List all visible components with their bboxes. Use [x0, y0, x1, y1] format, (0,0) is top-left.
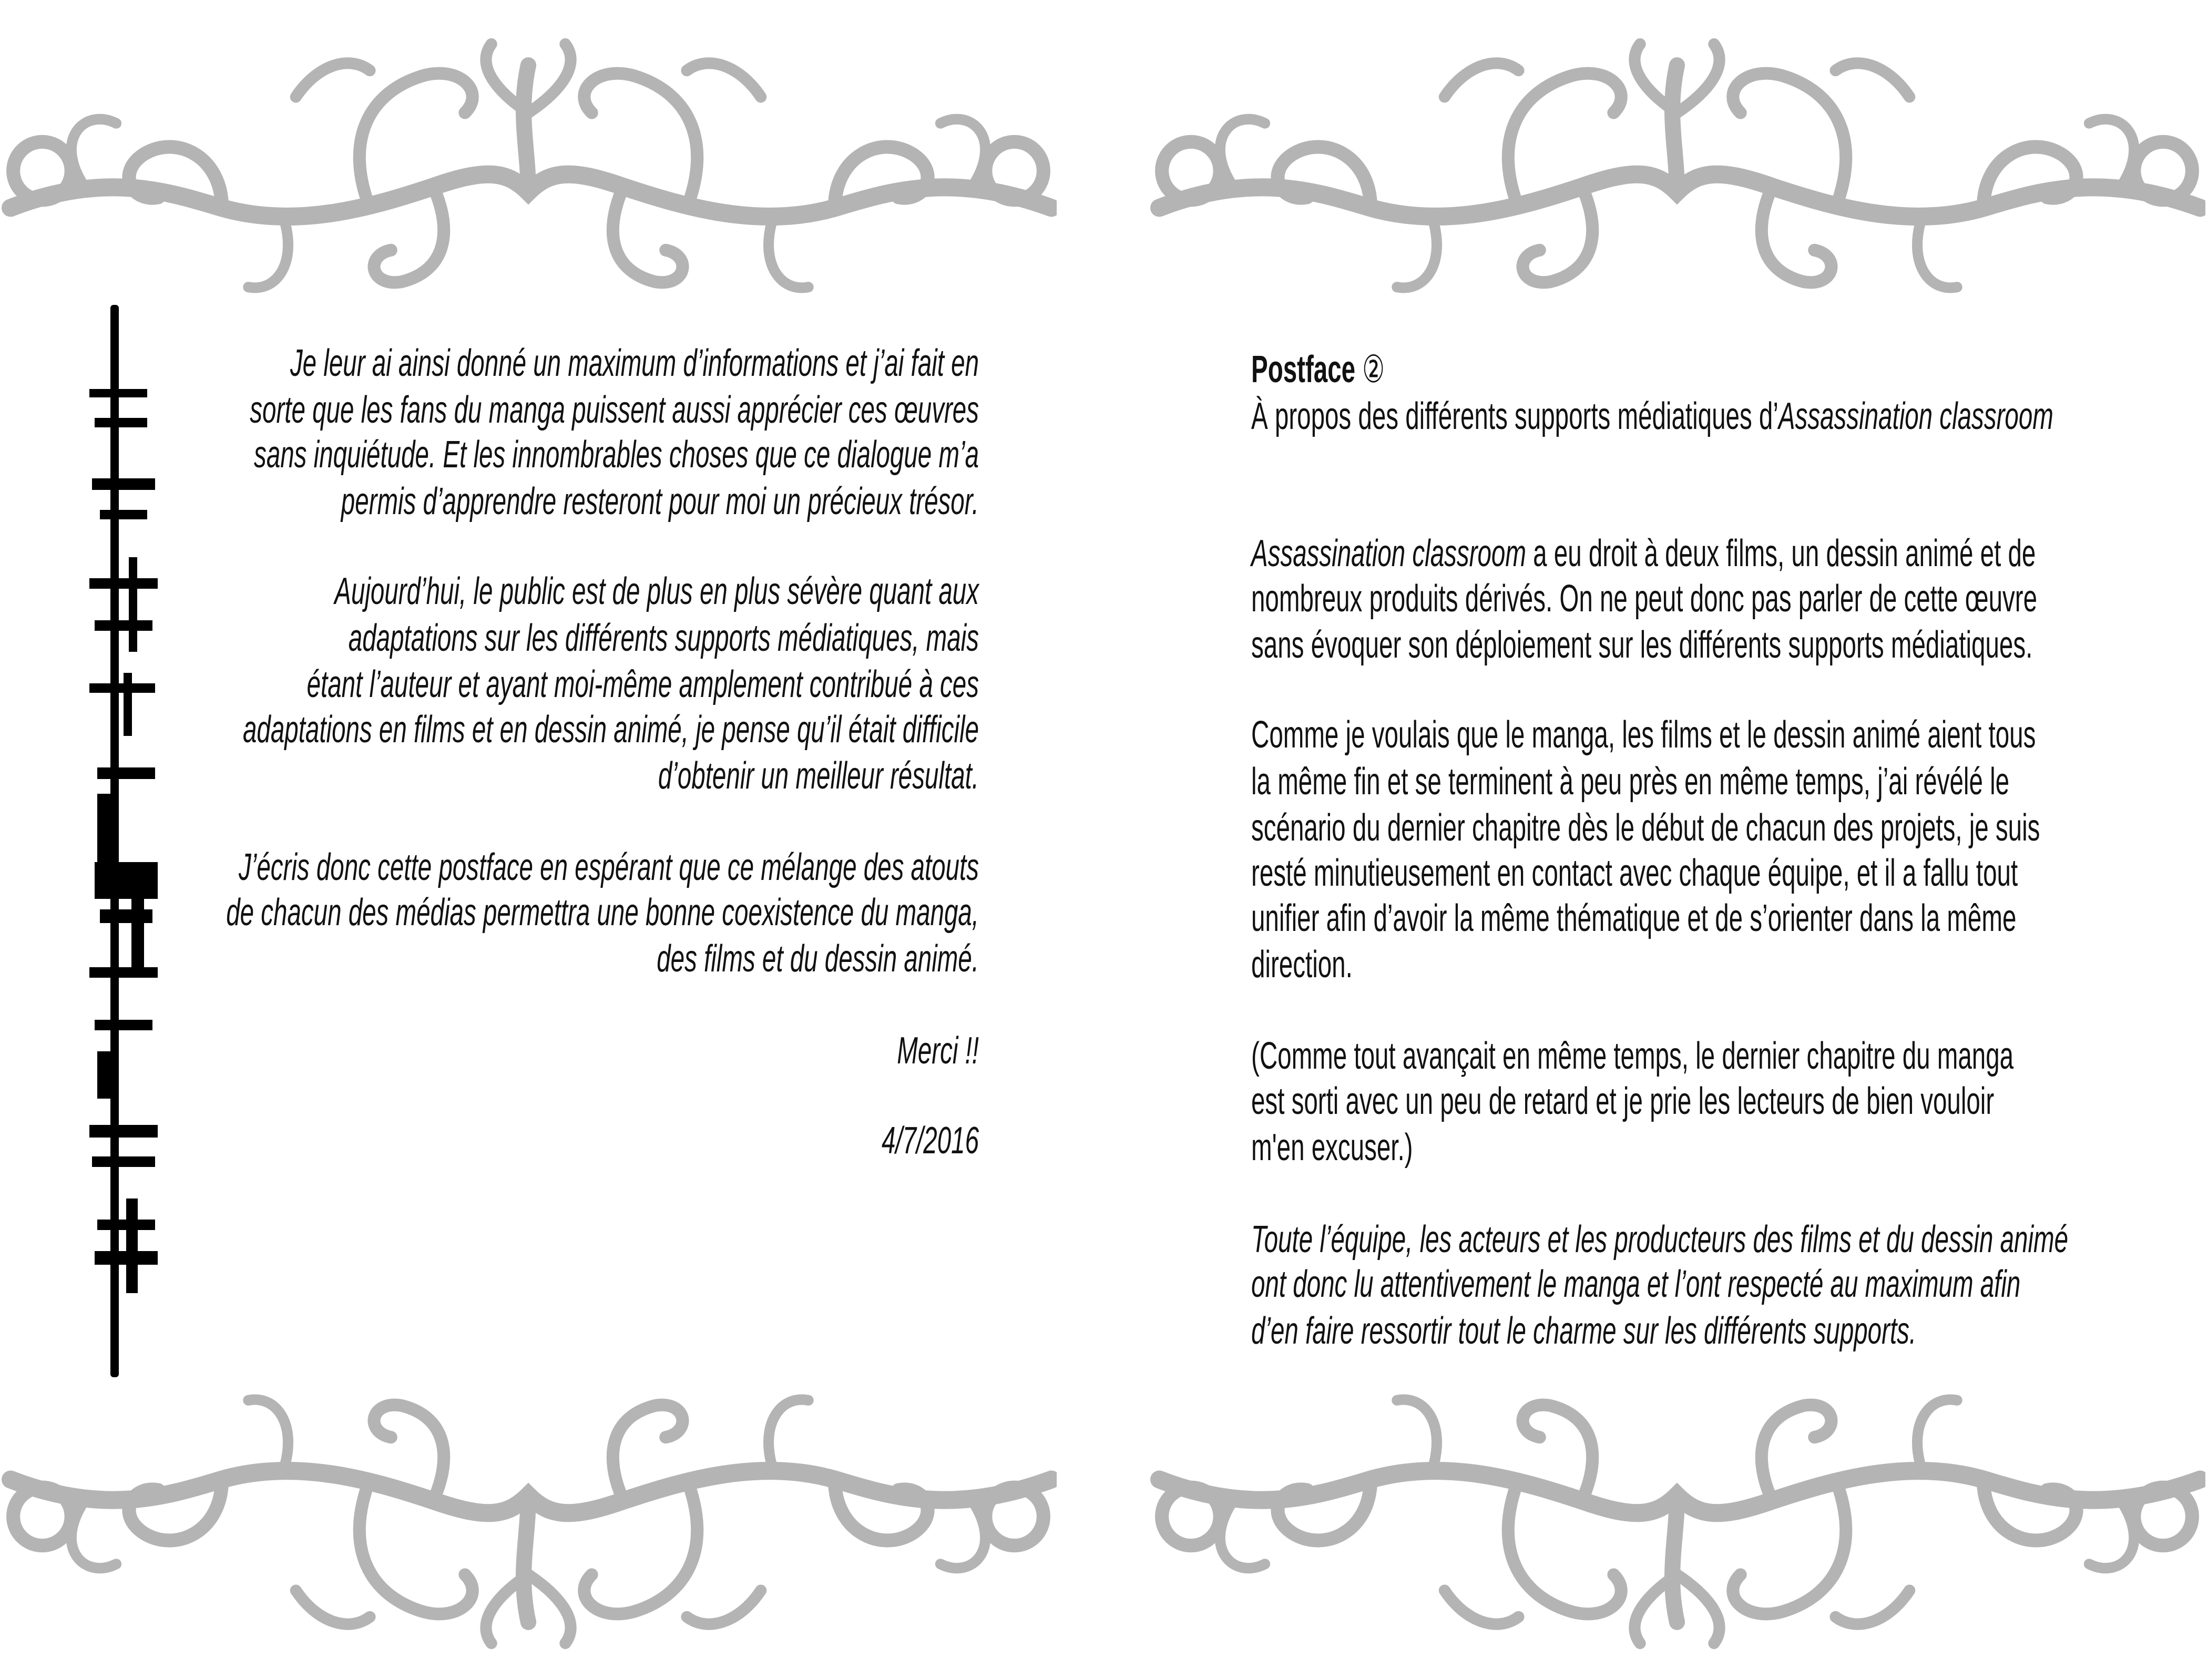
- text-segment: la même fin et se terminent à peu près en même temps, j’ai révélé le: [1251, 760, 2010, 803]
- text-line: [1251, 851, 2119, 896]
- text-line: 4/7/2016: [882, 1119, 979, 1162]
- text-line: de chacun des médias permettra une bonne coexistence du manga,: [226, 891, 979, 934]
- text-line: [1251, 576, 2119, 622]
- text-segment: unifier afin d’avoir la même thématique et de s’orienter dans la même: [1251, 897, 2017, 939]
- postface-title: [1251, 347, 2119, 393]
- text-segment: sans évoquer son déploiement sur les différents supports médiatiques.: [1251, 623, 2033, 666]
- italic-segment: d’en faire ressortir tout le charme sur les différents supports.: [1251, 1309, 1917, 1352]
- left-page-text: [181, 0, 979, 1680]
- text-segment: resté minutieusement en contact avec chaque équipe, et il a fallu tout: [1251, 852, 2018, 894]
- text-segment: Comme je voulais que le manga, les films et le dessin animé aient tous: [1251, 714, 2036, 756]
- text-line: J’écris donc cette postface en espérant que ce mélange des atouts: [239, 846, 979, 889]
- text-line: [1251, 1262, 2119, 1307]
- text-segment: est sorti avec un peu de retard et je prie les lecteurs de bien vouloir: [1251, 1080, 1995, 1122]
- right-page-text: [1251, 0, 2119, 1680]
- subtitle-text: À propos des différents supports médiatiques d’: [1251, 395, 1778, 437]
- text-line: [1251, 1079, 2119, 1124]
- text-segment: scénario du dernier chapitre dès le début de chacun des projets, je suis: [1251, 807, 2040, 849]
- text-line: étant l’auteur et ayant moi-même amplement contribué à ces: [306, 663, 979, 705]
- text-line: adaptations sur les différents supports médiatiques, mais: [348, 617, 979, 659]
- text-line: sans inquiétude. Et les innombrables choses que ce dialogue m’a: [254, 434, 979, 476]
- italic-segment: Assassination classroom: [1251, 532, 1526, 575]
- text-line: des films et du dessin animé.: [657, 938, 979, 980]
- title-number: ②: [1362, 349, 1385, 391]
- title-text: Postface: [1251, 349, 1356, 391]
- postface-subtitle: [1251, 394, 2119, 439]
- subtitle-work-title: Assassination classroom: [1778, 395, 2053, 437]
- text-line: [1251, 805, 2119, 851]
- text-line: [1251, 896, 2119, 941]
- italic-segment: Toute l’équipe, les acteurs et les producteurs des films et du dessin animé: [1251, 1218, 2069, 1261]
- text-line: permis d’apprendre resteront pour moi un précieux trésor.: [341, 480, 979, 523]
- text-line: [1251, 759, 2119, 805]
- text-line: [1251, 531, 2119, 577]
- italic-segment: ont donc lu attentivement le manga et l’ont respecté au maximum afin: [1251, 1263, 2021, 1306]
- text-segment: a eu droit à deux films, un dessin animé et de: [1526, 532, 2036, 575]
- author-signature: [79, 305, 168, 1382]
- text-line: [1251, 1308, 2119, 1354]
- text-line: [1251, 1217, 2119, 1263]
- text-line: Merci !!: [897, 1029, 979, 1072]
- text-line: Je leur ai ainsi donné un maximum d’informations et j’ai fait en: [290, 342, 979, 385]
- text-line: adaptations en films et en dessin animé, je pense qu’il était difficile: [242, 708, 979, 751]
- text-line: [1251, 1125, 2119, 1171]
- text-line: [1251, 942, 2119, 988]
- text-segment: (Comme tout avançait en même temps, le dernier chapitre du manga: [1251, 1035, 2014, 1078]
- text-segment: m'en excuser.): [1251, 1126, 1413, 1169]
- text-line: d’obtenir un meilleur résultat.: [658, 755, 979, 797]
- text-line: [1251, 622, 2119, 668]
- text-line: sorte que les fans du manga puissent aussi apprécier ces œuvres: [250, 388, 979, 431]
- text-line: Aujourd’hui, le public est de plus en plus sévère quant aux: [334, 570, 979, 613]
- text-segment: nombreux produits dérivés. On ne peut donc pas parler de cette œuvre: [1251, 577, 2038, 620]
- text-line: [1251, 1033, 2119, 1079]
- text-line: [1251, 712, 2119, 758]
- text-segment: direction.: [1251, 944, 1353, 986]
